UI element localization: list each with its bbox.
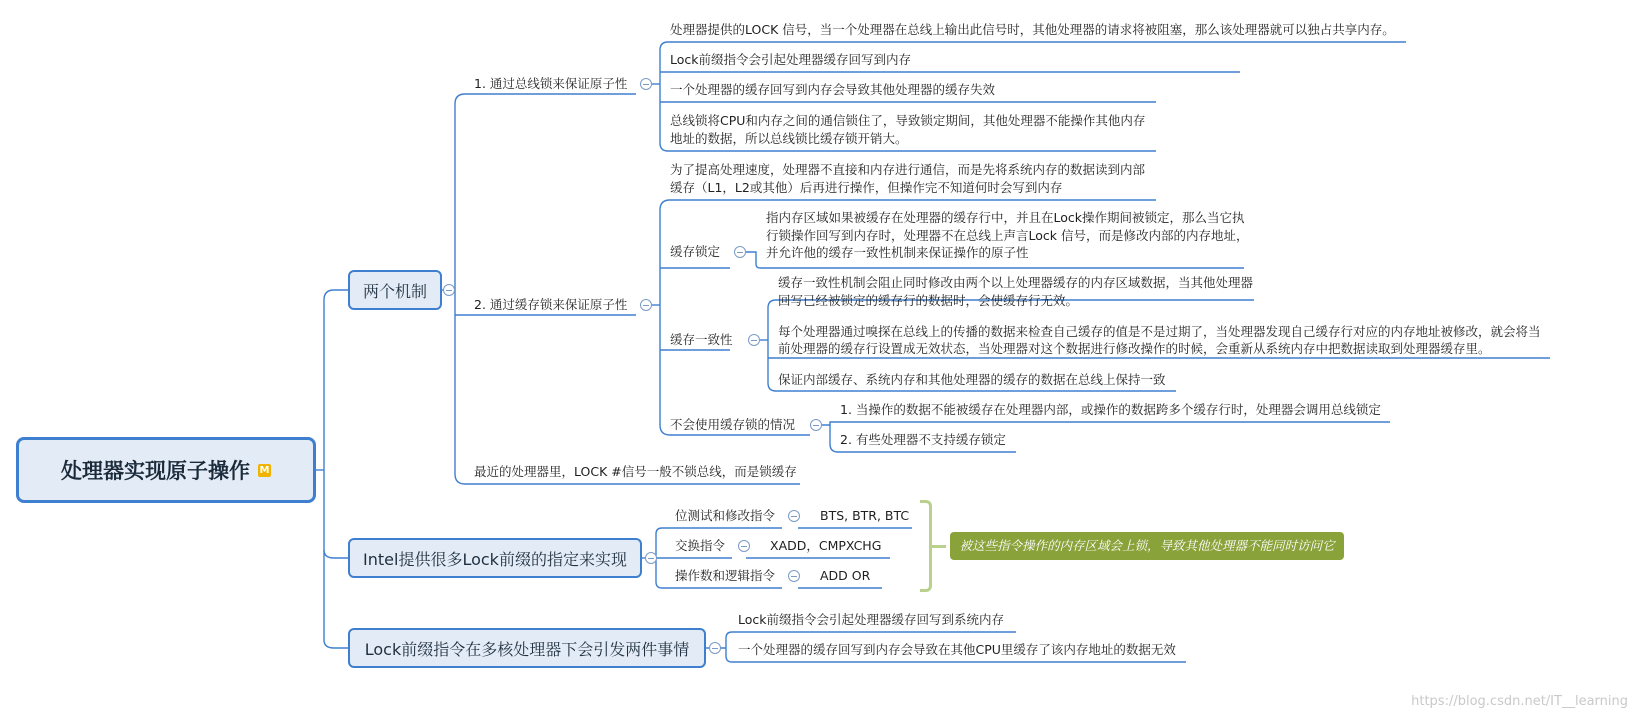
summary-note[interactable]: 被这些指令操作的内存区域会上锁，导致其他处理器不能同时访问它 (950, 532, 1344, 560)
marker-icon: M (259, 464, 270, 476)
collapse-icon[interactable] (788, 570, 800, 582)
collapse-icon[interactable] (443, 284, 455, 296)
group-logic-value[interactable]: ADD OR (820, 568, 871, 583)
not-used-item-2[interactable]: 2. 有些处理器不支持缓存锁定 (840, 432, 1006, 447)
group-logic-label[interactable]: 操作数和逻辑指令 (675, 568, 776, 583)
recent-processors-note[interactable]: 最近的处理器里，LOCK #信号一般不锁总线，而是锁缓存 (474, 464, 797, 479)
not-used-item-1[interactable]: 1. 当操作的数据不能被缓存在处理器内部，或操作的数据跨多个缓存行时，处理器会调用总线锁定 (840, 402, 1381, 417)
bus-lock-item-1[interactable]: 处理器提供的LOCK 信号，当一个处理器在总线上输出此信号时，其他处理器的请求将被阻塞，那么该处理器就可以独占共享内存。 (670, 22, 1395, 37)
collapse-icon[interactable] (738, 540, 750, 552)
branch-two-mechanisms-label: 两个机制 (362, 281, 427, 301)
group-exchange-label[interactable]: 交换指令 (675, 538, 726, 553)
coherence-item-3[interactable]: 保证内部缓存、系统内存和其他处理器的缓存的数据在总线上保持一致 (778, 372, 1166, 387)
bus-lock-item-3[interactable]: 一个处理器的缓存回写到内存会导致其他处理器的缓存失效 (670, 82, 996, 97)
coherence-item-1-line-2: 回写已经被锁定的缓存行的数据时，会使缓存行无效。 (778, 293, 1079, 308)
branch-intel-label: Intel提供很多Lock前缀的指定来实现 (363, 549, 627, 569)
watermark: https://blog.csdn.net/IT__learning (1411, 694, 1628, 709)
collapse-icon[interactable] (734, 246, 746, 258)
collapse-icon[interactable] (709, 642, 721, 654)
cache-lock-label[interactable]: 2. 通过缓存锁来保证原子性 (474, 297, 628, 312)
collapse-icon[interactable] (645, 552, 657, 564)
not-used-label[interactable]: 不会使用缓存锁的情况 (670, 417, 796, 432)
bus-lock-item-4-line-2: 地址的数据，所以总线锁比缓存锁开销大。 (670, 131, 908, 146)
summary-bracket-tip (932, 545, 946, 548)
collapse-icon[interactable] (788, 510, 800, 522)
branch-intel-lock-instructions[interactable] (348, 538, 642, 578)
cache-locking-line-1[interactable]: 指内存区域如果被缓存在处理器的缓存行中，并且在Lock操作期间被锁定，那么当它执 (766, 210, 1245, 225)
branch-two-mechanisms[interactable] (348, 270, 442, 310)
coherence-item-2-line-2: 前处理器的缓存行设置成无效状态，当处理器对这个数据进行修改操作的时候，会重新从系统内存中把数据读取到处理器缓存里。 (778, 341, 1491, 356)
summary-bracket (920, 500, 932, 592)
branch-lock-multicore-label: Lock前缀指令在多核处理器下会引发两件事情 (364, 639, 690, 659)
group-bit-test-label[interactable]: 位测试和修改指令 (675, 508, 776, 523)
collapse-icon[interactable] (748, 334, 760, 346)
cache-coherence-label[interactable]: 缓存一致性 (670, 332, 733, 347)
branch-lock-multicore[interactable] (348, 628, 706, 668)
collapse-icon[interactable] (640, 299, 652, 311)
cache-locking-label[interactable]: 缓存锁定 (670, 244, 721, 259)
coherence-item-2-line-1[interactable]: 每个处理器通过嗅探在总线上的传播的数据来检查自己缓存的值是不是过期了，当处理器发现自己缓存行对应的内存地址被修改，就会将当 (778, 324, 1541, 339)
multicore-item-1[interactable]: Lock前缀指令会引起处理器缓存回写到系统内存 (738, 612, 1005, 627)
bus-lock-item-2[interactable]: Lock前缀指令会引起处理器缓存回写到内存 (670, 52, 912, 67)
cache-locking-line-2: 行锁操作回写到内存时，处理器不在总线上声言Lock 信号，而是修改内部的内存地址， (766, 228, 1249, 243)
group-exchange-value[interactable]: XADD，CMPXCHG (770, 538, 882, 553)
group-bit-test-value[interactable]: BTS, BTR, BTC (820, 508, 910, 523)
bus-lock-label[interactable]: 1. 通过总线锁来保证原子性 (474, 76, 628, 91)
multicore-item-2[interactable]: 一个处理器的缓存回写到内存会导致在其他CPU里缓存了该内存地址的数据无效 (738, 642, 1176, 657)
cache-lock-intro-line-1[interactable]: 为了提高处理速度，处理器不直接和内存进行通信，而是先将系统内存的数据读到内部 (670, 162, 1146, 177)
cache-locking-line-3: 并允许他的缓存一致性机制来保证操作的原子性 (766, 245, 1029, 260)
coherence-item-1-line-1[interactable]: 缓存一致性机制会阻止同时修改由两个以上处理器缓存的内存区域数据，当其他处理器 (778, 275, 1254, 290)
root-title: 处理器实现原子操作 (61, 459, 250, 483)
collapse-icon[interactable] (640, 78, 652, 90)
cache-lock-intro-line-2: 缓存（L1，L2或其他）后再进行操作，但操作完不知道何时会写到内存 (670, 180, 1063, 195)
bus-lock-item-4-line-1[interactable]: 总线锁将CPU和内存之间的通信锁住了，导致锁定期间，其他处理器不能操作其他内存 (670, 113, 1146, 128)
root-node[interactable] (16, 437, 316, 503)
collapse-icon[interactable] (810, 419, 822, 431)
